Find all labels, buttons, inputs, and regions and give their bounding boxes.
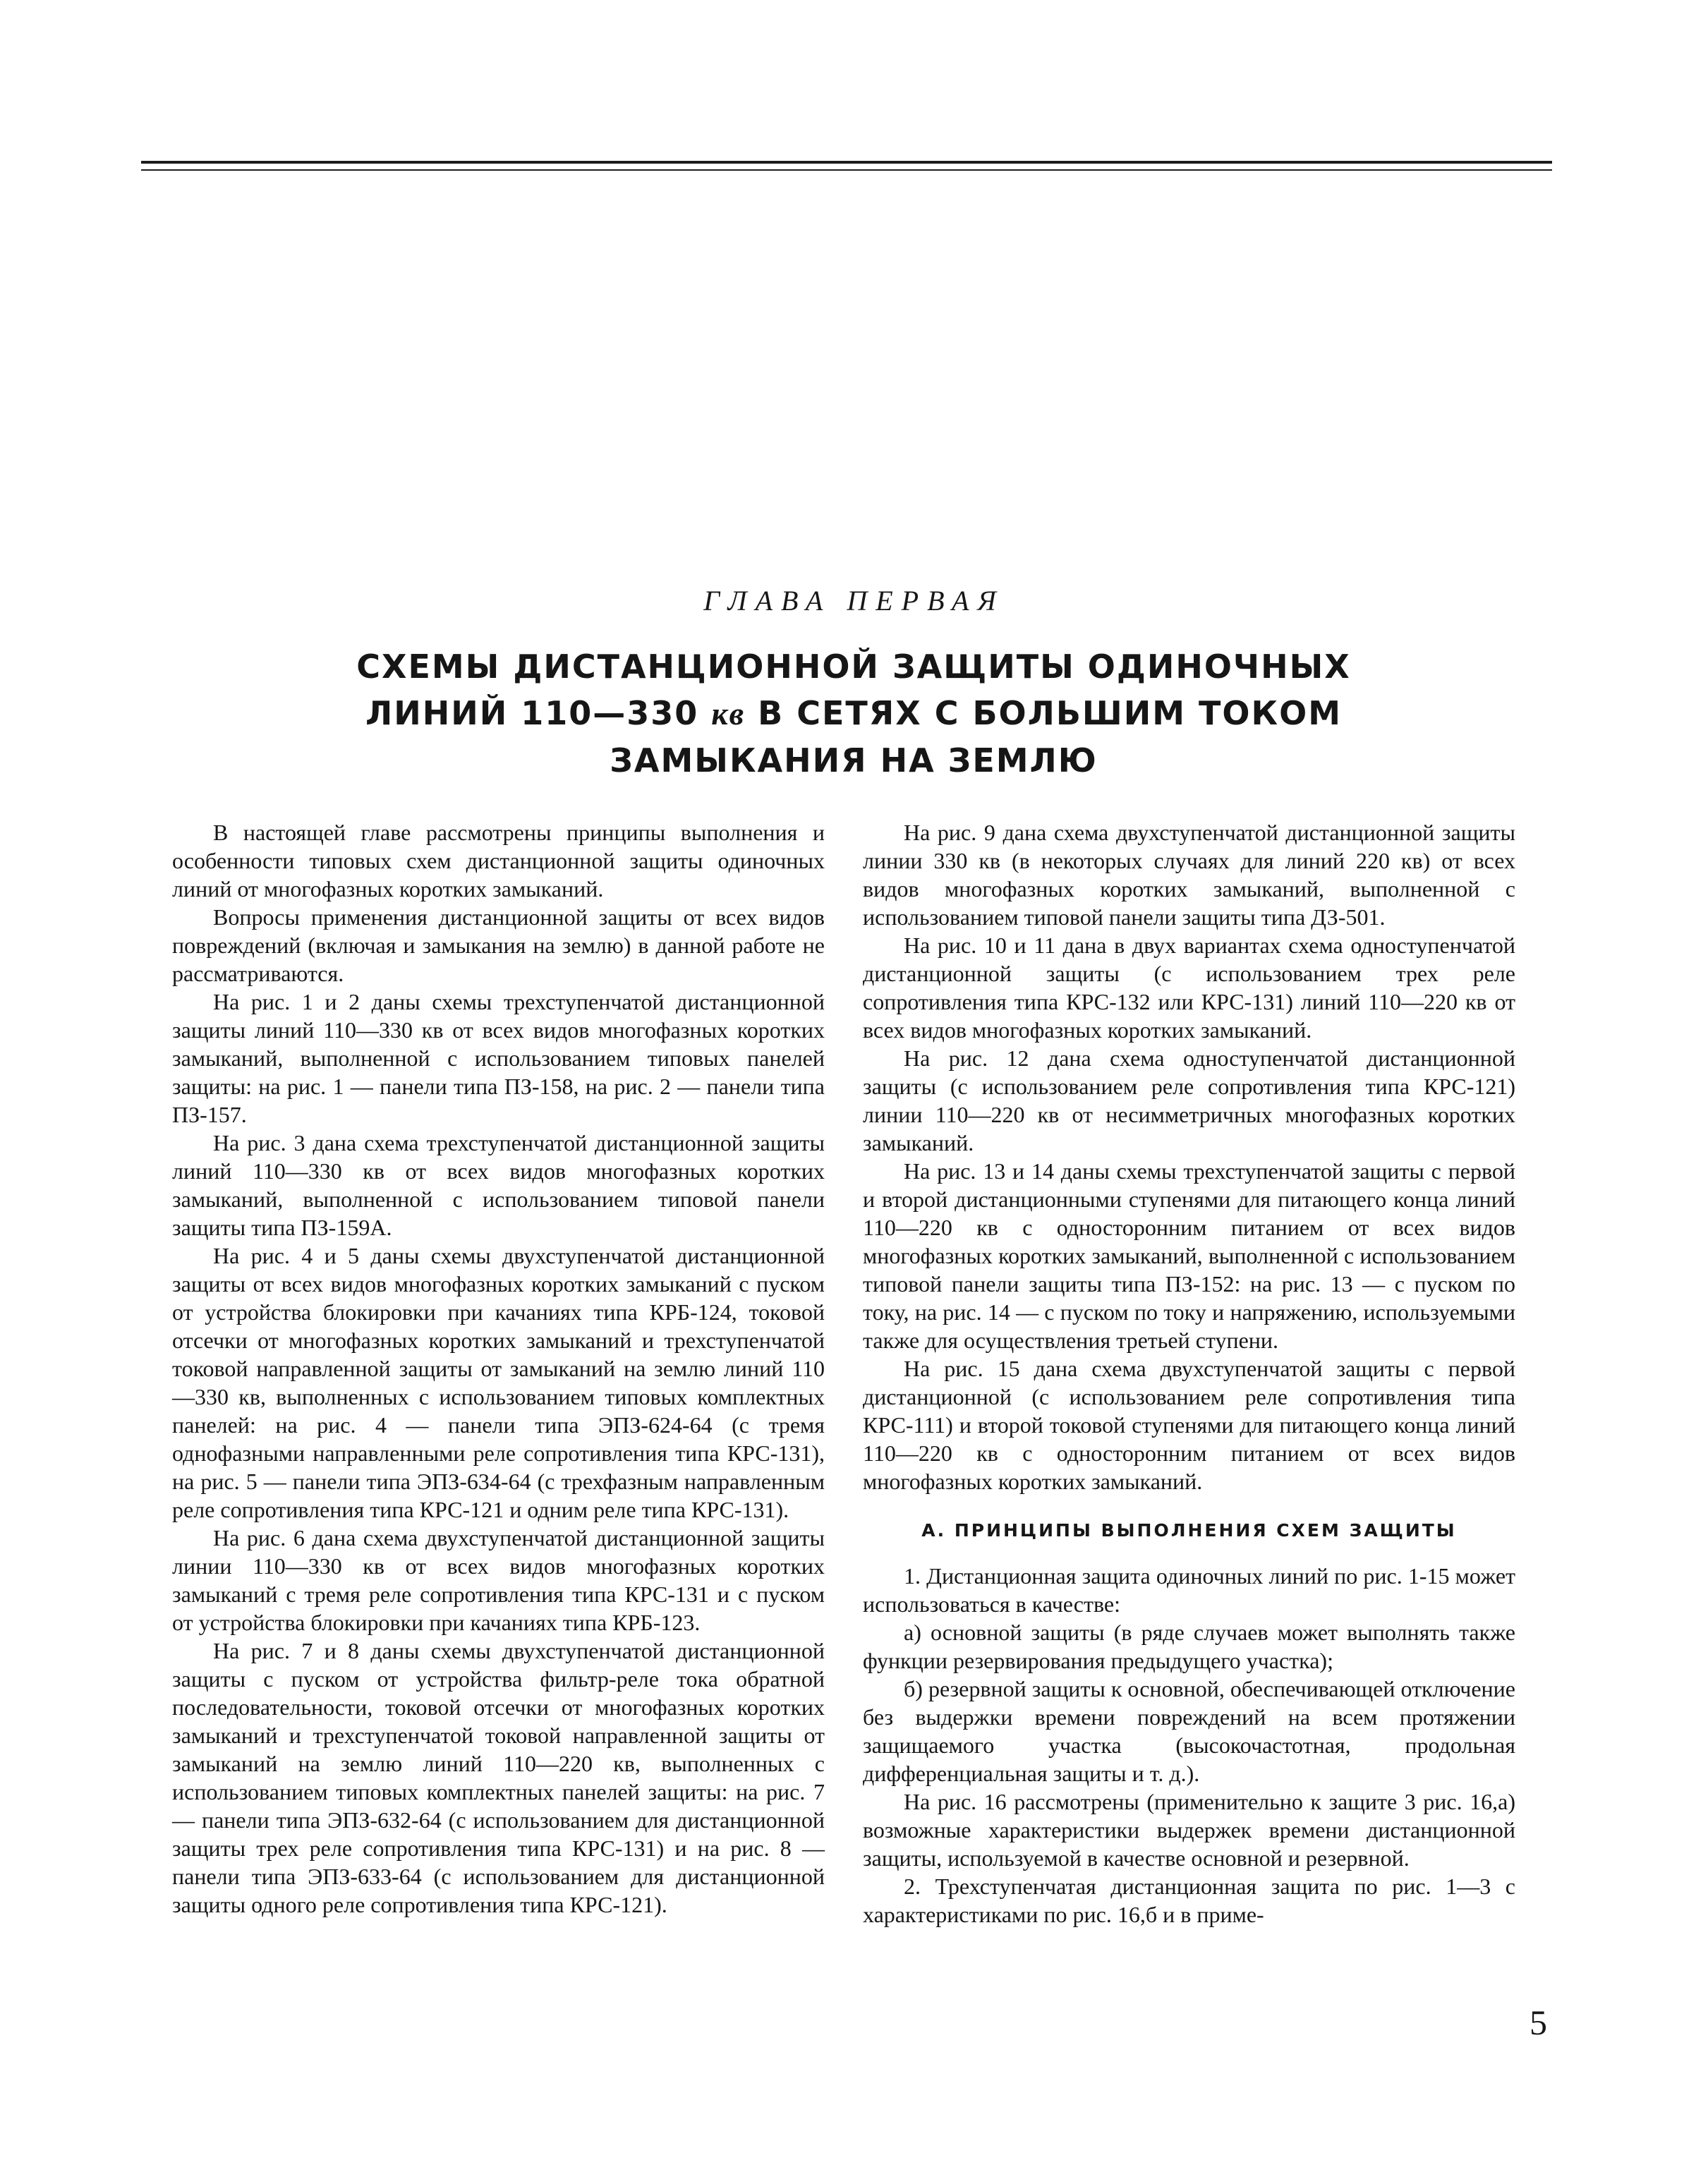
chapter-title-line-2-end: В СЕТЯХ С БОЛЬШИМ ТОКОМ (758, 694, 1342, 732)
paragraph: На рис. 9 дана схема двухступенчатой дистанционной защиты линии 330 кв (в некоторых случаях для линий 220 кв) от всех видов многофазных коротких замыканий, выполненной с использованием типовой панели защиты типа ДЗ-501. (863, 820, 1515, 930)
paragraph: На рис. 12 дана схема одноступенчатой дистанционной защиты (с использованием реле сопротивления типа КРС-121) линии 110—220 кв от несимметричных многофазных коротких замыканий. (863, 1045, 1515, 1155)
chapter-title-line-2 (233, 690, 1474, 737)
section-heading: А. ПРИНЦИПЫ ВЫПОЛНЕНИЯ СХЕМ ЗАЩИТЫ (921, 1520, 1457, 1541)
paragraph: 1. Дистанционная защита одиночных линий по рис. 1-15 может использоваться в качестве: (863, 1563, 1515, 1617)
paragraph: На рис. 16 рассмотрены (применительно к защите 3 рис. 16,а) возможные характеристики выдержек времени дистанционной защиты, используемой в качестве основной и резервной. (863, 1789, 1515, 1871)
chapter-title (233, 643, 1474, 784)
chapter-title-line-1: СХЕМЫ ДИСТАНЦИОННОЙ ЗАЩИТЫ ОДИНОЧНЫХ (356, 648, 1351, 686)
paragraph: На рис. 15 дана схема двухступенчатой защиты с первой дистанционной (с использованием реле сопротивления типа КРС-111) и второй токовой ступенями для питающего конца линий 110—220 кв с односторонним питанием от всех видов многофазных коротких замыканий. (863, 1356, 1515, 1494)
paragraph: Вопросы применения дистанционной защиты от всех видов повреждений (включая и замыкания на землю) в данной работе не рассматриваются. (172, 904, 825, 986)
paragraph: На рис. 7 и 8 даны схемы двухступенчатой дистанционной защиты с пуском от устройства фильтр-реле тока обратной последовательности, токовой отсечки от многофазных коротких замыканий и трехступенчатой токовой направленной защиты от замыканий на землю линий 110—220 кв, выполненных с использованием типовых комплектных панелей защиты: на рис. 7 — панели типа ЭПЗ-632-64 (с использованием для дистанционной защиты трех реле сопротивления типа КРС-131) и на рис. 8 — панели типа ЭПЗ-633-64 (с использованием для дистанционной защиты одного реле сопротивления типа КРС-121). (172, 1638, 825, 1917)
header-rule-bottom (141, 169, 1552, 171)
paragraph: На рис. 13 и 14 даны схемы трехступенчатой защиты с первой и второй дистанционными ступенями для питающего конца линий 110—220 кв с односторонним питанием от всех видов многофазных коротких замыканий, выполненной с использованием типовой панели защиты типа ПЗ-152: на рис. 13 — с пуском по току, на рис. 14 — с пуском по току и напряжению, используемыми также для осуществления третьей ступени. (863, 1158, 1515, 1353)
page-number: 5 (1530, 2003, 1547, 2042)
paragraph: 2. Трехступенчатая дистанционная защита по рис. 1—3 с характеристиками по рис. 16,б и в приме- (863, 1874, 1515, 1927)
chapter-title-line-2-start: ЛИНИЙ 110—330 (365, 694, 699, 732)
paragraph: На рис. 1 и 2 даны схемы трехступенчатой дистанционной защиты линий 110—330 кв от всех видов многофазных коротких замыканий, выполненной с использованием типовых панелей защиты: на рис. 1 — панели типа ПЗ-158, на рис. 2 — панели типа ПЗ-157. (172, 989, 825, 1127)
paragraph: В настоящей главе рассмотрены принципы выполнения и особенности типовых схем дистанционной защиты одиночных линий от многофазных коротких замыканий. (172, 820, 825, 902)
right-column (863, 818, 1515, 1929)
chapter-title-unit: кв (711, 696, 746, 732)
header-rule-top (141, 161, 1552, 164)
paragraph: На рис. 10 и 11 дана в двух вариантах схема одноступенчатой дистанционной защиты (с использованием трех реле сопротивления типа КРС-132 или КРС-131) линий 110—220 кв от всех видов многофазных коротких замыканий. (863, 933, 1515, 1043)
paragraph: а) основной защиты (в ряде случаев может выполнять также функции резервирования предыдущего участка); (863, 1620, 1515, 1673)
chapter-label: ГЛАВА ПЕРВАЯ (703, 585, 1005, 617)
paragraph: На рис. 6 дана схема двухступенчатой дистанционной защиты линии 110—330 кв от всех видов многофазных коротких замыканий с тремя реле сопротивления типа КРС-131 и с пуском от устройства блокировки при качаниях типа КРБ-123. (172, 1525, 825, 1635)
paragraph: На рис. 4 и 5 даны схемы двухступенчатой дистанционной защиты от всех видов многофазных коротких замыканий с пуском от устройства блокировки при качаниях типа КРБ-124, токовой отсечки от многофазных коротких замыканий и трехступенчатой токовой направленной защиты от замыканий на землю линий 110—330 кв, выполненных с использованием типовых комплектных панелей: на рис. 4 — панели типа ЭПЗ-624-64 (с тремя однофазными направленными реле сопротивления типа КРС-131), на рис. 5 — панели типа ЭПЗ-634-64 (с трехфазным направленным реле сопротивления типа КРС-121 и одним реле типа КРС-131). (172, 1243, 825, 1522)
left-column (172, 818, 825, 1919)
paragraph: На рис. 3 дана схема трехступенчатой дистанционной защиты линий 110—330 кв от всех видов многофазных коротких замыканий, выполненной с использованием типовой панели защиты типа ПЗ-159А. (172, 1130, 825, 1240)
paragraph: б) резервной защиты к основной, обеспечивающей отключение без выдержки времени повреждений на всем протяжении защищаемого участка (высокочастотная, продольная дифференциальная защиты и т. д.). (863, 1676, 1515, 1786)
chapter-title-line-3: ЗАМЫКАНИЯ НА ЗЕМЛЮ (610, 741, 1098, 779)
